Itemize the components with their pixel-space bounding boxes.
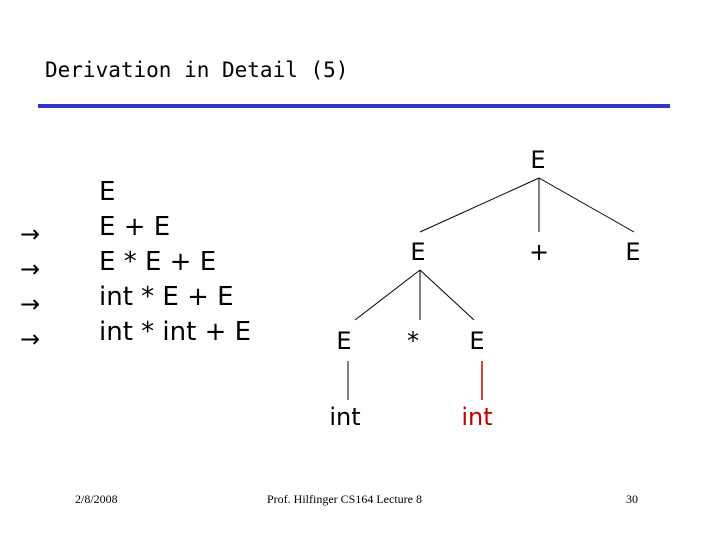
tree-node: E — [336, 327, 352, 355]
tree-node: E — [469, 327, 485, 355]
tree-edge — [420, 178, 539, 232]
tree-node: + — [528, 238, 550, 266]
derivation-line: E — [99, 177, 116, 207]
tree-edge — [420, 270, 474, 320]
footer-title: Prof. Hilfinger CS164 Lecture 8 — [267, 492, 422, 506]
derivation-arrow-icon: → — [20, 220, 41, 248]
tree-leaf-highlighted: int — [461, 403, 493, 431]
slide-title: Derivation in Detail (5) — [45, 58, 349, 82]
derivation-arrow-icon: → — [20, 255, 41, 283]
tree-node-root: E — [530, 146, 546, 174]
page-number: 30 — [626, 492, 638, 506]
derivation-line: E * E + E — [99, 247, 217, 277]
tree-edge — [539, 178, 634, 232]
derivation-line: int * int + E — [99, 317, 252, 347]
tree-node: * — [407, 327, 419, 355]
derivation-arrow-icon: → — [20, 325, 41, 353]
tree-node: E — [625, 238, 641, 266]
derivation-line: E + E — [99, 212, 171, 242]
tree-node: E — [410, 238, 426, 266]
footer-date: 2/8/2008 — [75, 492, 118, 506]
derivation-arrow-icon: → — [20, 290, 41, 318]
derivation-line: int * E + E — [99, 282, 234, 312]
tree-leaf: int — [329, 403, 361, 431]
tree-edge — [355, 270, 420, 320]
